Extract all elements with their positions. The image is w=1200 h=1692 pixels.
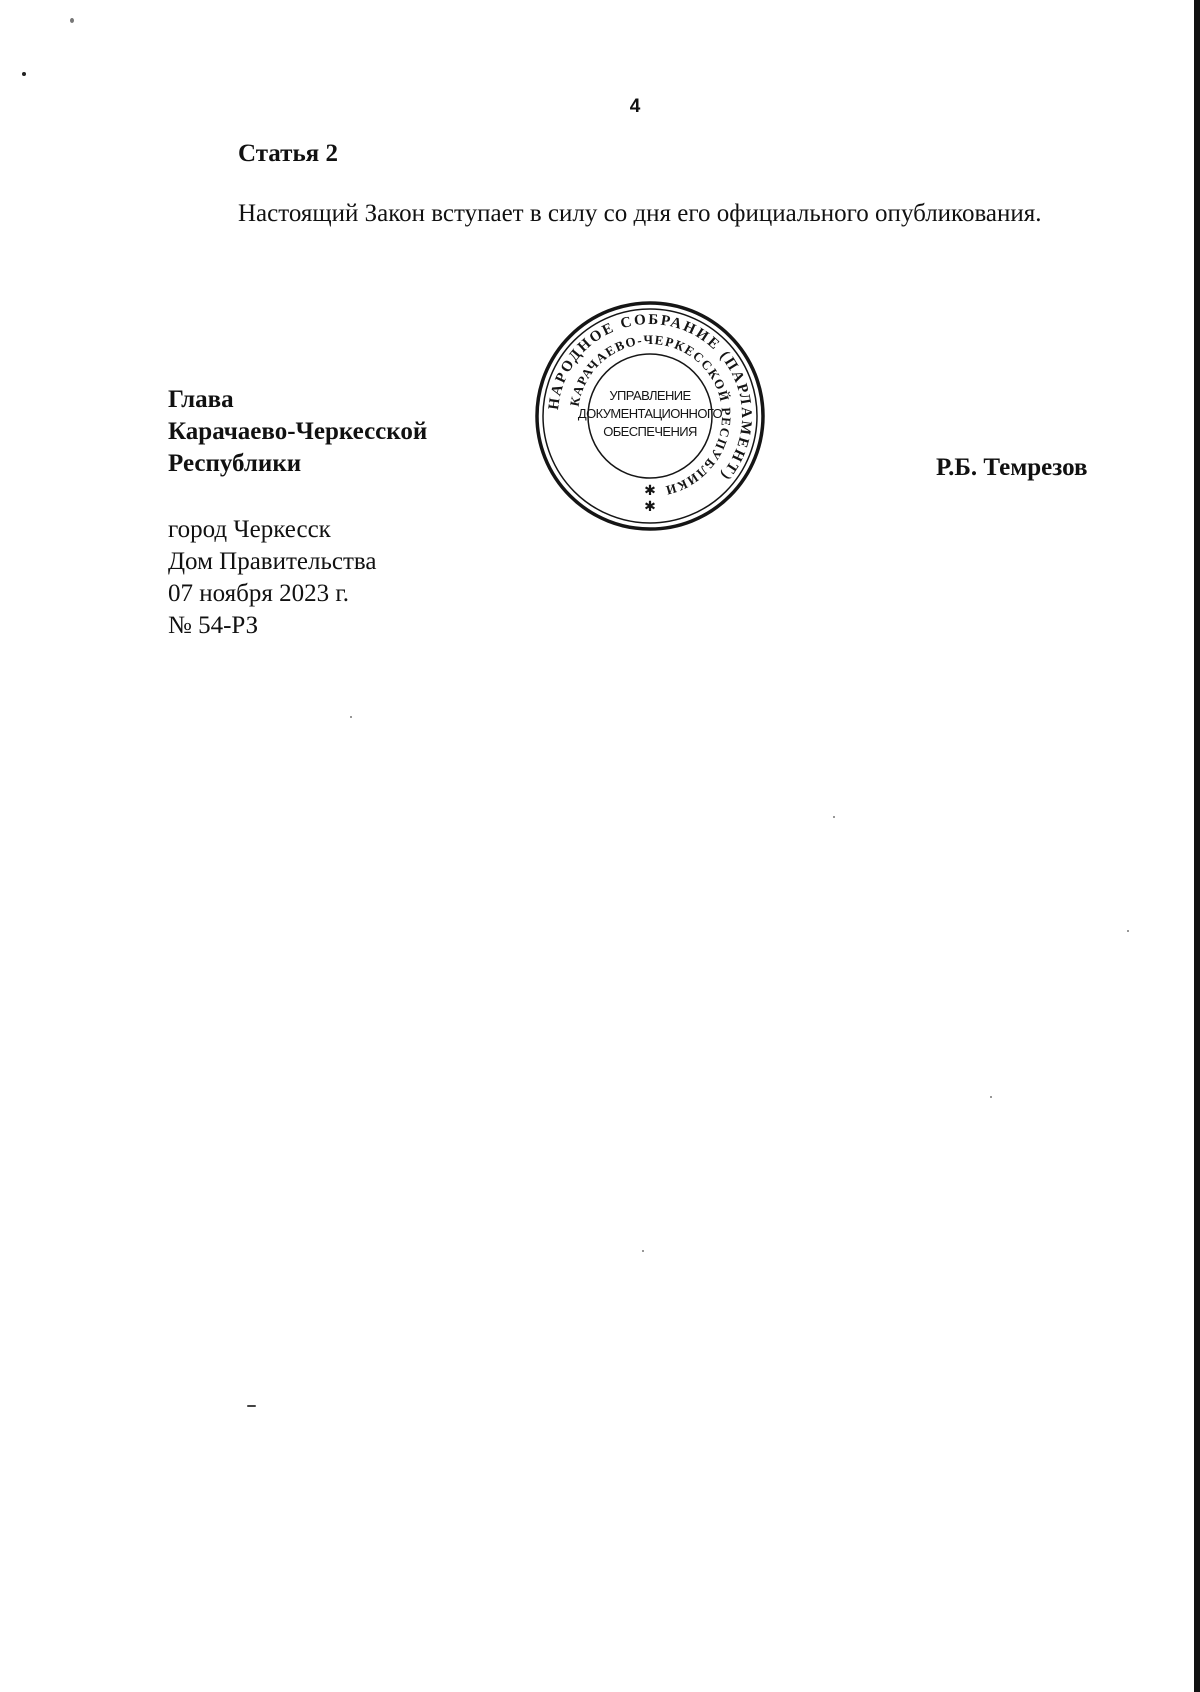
- issue-details-block: [168, 514, 376, 642]
- stamp-ring-text: КАРАЧАЕВО-ЧЕРКЕССКОЙ РЕСПУБЛИКИ: [566, 331, 735, 499]
- scan-speck: [990, 1096, 992, 1098]
- stamp-center-line: ОБЕСПЕЧЕНИЯ: [603, 424, 697, 439]
- scan-speck: [350, 716, 352, 718]
- signer-title-line: Карачаево-Черкесской: [168, 418, 428, 445]
- law-number: № 54-РЗ: [168, 612, 259, 639]
- scan-edge-shadow: [1194, 0, 1200, 1692]
- issue-place: Дом Правительства: [168, 548, 377, 575]
- signer-title-block: [168, 384, 427, 480]
- stamp-center-line: ДОКУМЕНТАЦИОННОГО: [577, 406, 723, 421]
- scan-speck: [22, 72, 26, 76]
- stamp-star-icon: ✱: [644, 499, 656, 515]
- stamp-center-line: УПРАВЛЕНИЕ: [609, 388, 691, 403]
- article-text: Настоящий Закон вступает в силу со дня его официального опубликования.: [238, 200, 1042, 227]
- official-stamp: [534, 300, 766, 532]
- official-stamp-graphic: [534, 300, 766, 532]
- page-number: 4: [629, 96, 641, 117]
- signer-title-line: Глава: [168, 386, 234, 413]
- signer-name: Р.Б. Темрезов: [936, 454, 1088, 481]
- scan-speck: [247, 1405, 256, 1407]
- issue-date: 07 ноября 2023 г.: [168, 580, 350, 607]
- stamp-star-icon: ✱: [644, 483, 656, 499]
- scan-speck: [642, 1250, 644, 1252]
- article-heading: Статья 2: [238, 140, 338, 167]
- issue-city: город Черкесск: [168, 516, 331, 543]
- stamp-outer-text: НАРОДНОЕ СОБРАНИЕ (ПАРЛАМЕНТ): [546, 311, 755, 485]
- scan-speck: [1127, 930, 1129, 932]
- scan-speck: [833, 816, 835, 818]
- signer-title-line: Республики: [168, 450, 302, 477]
- scan-speck: [70, 18, 74, 23]
